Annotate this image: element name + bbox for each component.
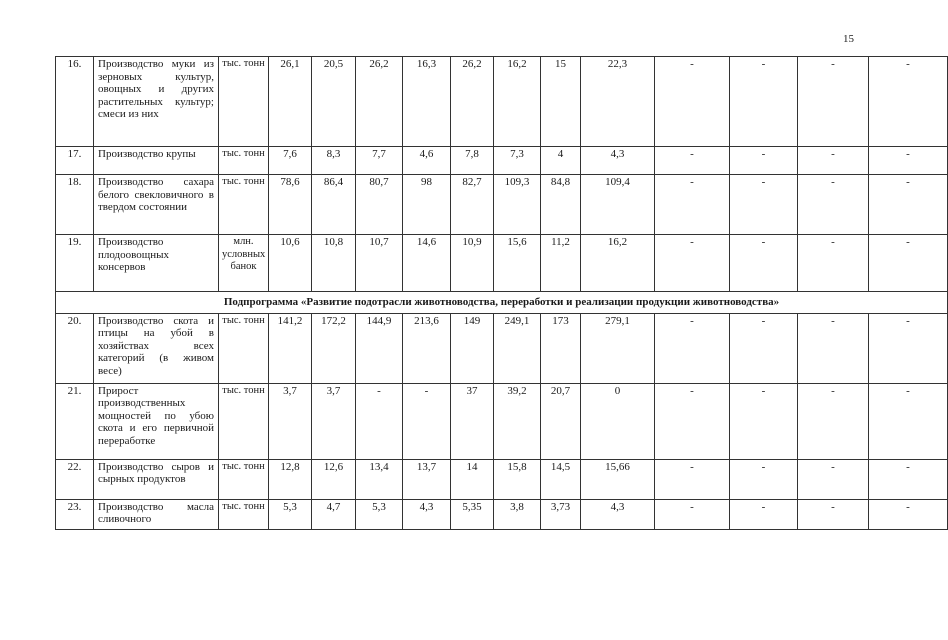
value-cell: 26,1 [269, 57, 312, 147]
table-row [56, 499, 948, 529]
dash-cell: - [730, 175, 798, 235]
value-cell: 14,6 [403, 235, 451, 292]
dash-cell: - [798, 175, 869, 235]
value-cell: 13,4 [356, 459, 403, 499]
row-number: 17. [56, 147, 94, 175]
value-cell: 7,8 [451, 147, 494, 175]
value-cell: 3,7 [312, 383, 356, 459]
value-cell: 3,7 [269, 383, 312, 459]
row-number: 16. [56, 57, 94, 147]
indicator-name: Производство плодоовощных консервов [94, 235, 219, 292]
value-cell: 26,2 [451, 57, 494, 147]
value-cell: 78,6 [269, 175, 312, 235]
dash-cell: - [869, 459, 948, 499]
indicator-name: Производство масла сливочного [94, 499, 219, 529]
value-cell: 15,8 [494, 459, 541, 499]
dash-cell: - [798, 383, 869, 459]
value-cell: 15 [541, 57, 581, 147]
value-cell: 5,35 [451, 499, 494, 529]
value-cell: 10,6 [269, 235, 312, 292]
dash-cell: - [869, 383, 948, 459]
row-number: 20. [56, 313, 94, 383]
value-cell: 5,3 [269, 499, 312, 529]
row-number: 23. [56, 499, 94, 529]
indicator-name: Производство сахара белого свекловичного в твердом состоянии [94, 175, 219, 235]
row-number: 18. [56, 175, 94, 235]
value-cell: 80,7 [356, 175, 403, 235]
value-cell: 12,8 [269, 459, 312, 499]
value-cell: 149 [451, 313, 494, 383]
dash-cell: - [798, 499, 869, 529]
dash-cell: - [655, 175, 730, 235]
value-cell: 20,5 [312, 57, 356, 147]
value-cell: 0 [581, 383, 655, 459]
value-cell: 14,5 [541, 459, 581, 499]
value-cell: 4,3 [403, 499, 451, 529]
value-cell: 7,7 [356, 147, 403, 175]
value-cell: 3,8 [494, 499, 541, 529]
value-cell: 213,6 [403, 313, 451, 383]
dash-cell: - [655, 383, 730, 459]
dash-cell: - [730, 459, 798, 499]
dash-cell: - [655, 313, 730, 383]
value-cell: 16,2 [581, 235, 655, 292]
value-cell: 7,3 [494, 147, 541, 175]
table-row [56, 175, 948, 235]
value-cell: 10,9 [451, 235, 494, 292]
table-row [56, 313, 948, 383]
dash-cell: - [798, 313, 869, 383]
unit-cell: тыс. тонн [219, 57, 269, 147]
dash-cell: - [730, 499, 798, 529]
value-cell: 4,7 [312, 499, 356, 529]
value-cell: 4 [541, 147, 581, 175]
dash-cell: - [655, 235, 730, 292]
dash-cell: - [730, 313, 798, 383]
value-cell: 22,3 [581, 57, 655, 147]
dash-cell: - [655, 147, 730, 175]
value-cell: 8,3 [312, 147, 356, 175]
indicators-table [55, 56, 948, 530]
value-cell: 4,3 [581, 499, 655, 529]
unit-cell: тыс. тонн [219, 147, 269, 175]
indicator-name: Производство скота и птицы на убой в хозяйствах всех категорий (в живом весе) [94, 313, 219, 383]
dash-cell: - [655, 499, 730, 529]
value-cell: 39,2 [494, 383, 541, 459]
value-cell: 7,6 [269, 147, 312, 175]
unit-cell: тыс. тонн [219, 313, 269, 383]
value-cell: 141,2 [269, 313, 312, 383]
dash-cell: - [730, 383, 798, 459]
dash-cell: - [730, 235, 798, 292]
dash-cell: - [869, 313, 948, 383]
dash-cell: - [869, 175, 948, 235]
page-number: 15 [843, 33, 854, 45]
value-cell: 5,3 [356, 499, 403, 529]
table-row [56, 383, 948, 459]
subprogram-row [56, 292, 948, 314]
value-cell: 16,2 [494, 57, 541, 147]
unit-cell: тыс. тонн [219, 459, 269, 499]
table-row [56, 235, 948, 292]
value-cell: 144,9 [356, 313, 403, 383]
value-cell: 249,1 [494, 313, 541, 383]
indicator-name: Производство крупы [94, 147, 219, 175]
value-cell: 10,7 [356, 235, 403, 292]
unit-cell: тыс. тонн [219, 383, 269, 459]
value-cell: - [356, 383, 403, 459]
value-cell: 15,6 [494, 235, 541, 292]
table-row [56, 147, 948, 175]
indicator-name: Производство муки из зерновых культур, овощных и других растительных культур; смеси из них [94, 57, 219, 147]
value-cell: 16,3 [403, 57, 451, 147]
dash-cell: - [798, 147, 869, 175]
dash-cell: - [869, 235, 948, 292]
value-cell: 279,1 [581, 313, 655, 383]
value-cell: 109,4 [581, 175, 655, 235]
value-cell: 4,6 [403, 147, 451, 175]
dash-cell: - [798, 459, 869, 499]
dash-cell: - [869, 147, 948, 175]
value-cell: 82,7 [451, 175, 494, 235]
value-cell: 109,3 [494, 175, 541, 235]
row-number: 21. [56, 383, 94, 459]
table-row [56, 57, 948, 147]
unit-cell: млн. условных банок [219, 235, 269, 292]
value-cell: 37 [451, 383, 494, 459]
unit-cell: тыс. тонн [219, 499, 269, 529]
value-cell: 20,7 [541, 383, 581, 459]
value-cell: 14 [451, 459, 494, 499]
row-number: 19. [56, 235, 94, 292]
dash-cell: - [798, 235, 869, 292]
unit-cell: тыс. тонн [219, 175, 269, 235]
table-row [56, 459, 948, 499]
value-cell: 12,6 [312, 459, 356, 499]
dash-cell: - [869, 57, 948, 147]
value-cell: 4,3 [581, 147, 655, 175]
value-cell: 173 [541, 313, 581, 383]
row-number: 22. [56, 459, 94, 499]
value-cell: 11,2 [541, 235, 581, 292]
value-cell: 10,8 [312, 235, 356, 292]
value-cell: 26,2 [356, 57, 403, 147]
indicator-name: Прирост производственных мощностей по убою скота и его первичной переработке [94, 383, 219, 459]
dash-cell: - [730, 147, 798, 175]
value-cell: 98 [403, 175, 451, 235]
indicator-name: Производство сыров и сырных продуктов [94, 459, 219, 499]
dash-cell: - [798, 57, 869, 147]
dash-cell: - [869, 499, 948, 529]
value-cell: 172,2 [312, 313, 356, 383]
value-cell: - [403, 383, 451, 459]
dash-cell: - [655, 57, 730, 147]
value-cell: 15,66 [581, 459, 655, 499]
value-cell: 84,8 [541, 175, 581, 235]
value-cell: 86,4 [312, 175, 356, 235]
dash-cell: - [655, 459, 730, 499]
value-cell: 3,73 [541, 499, 581, 529]
dash-cell: - [730, 57, 798, 147]
value-cell: 13,7 [403, 459, 451, 499]
subprogram-title: Подпрограмма «Развитие подотрасли животноводства, переработки и реализации продукции животноводства» [56, 292, 948, 314]
